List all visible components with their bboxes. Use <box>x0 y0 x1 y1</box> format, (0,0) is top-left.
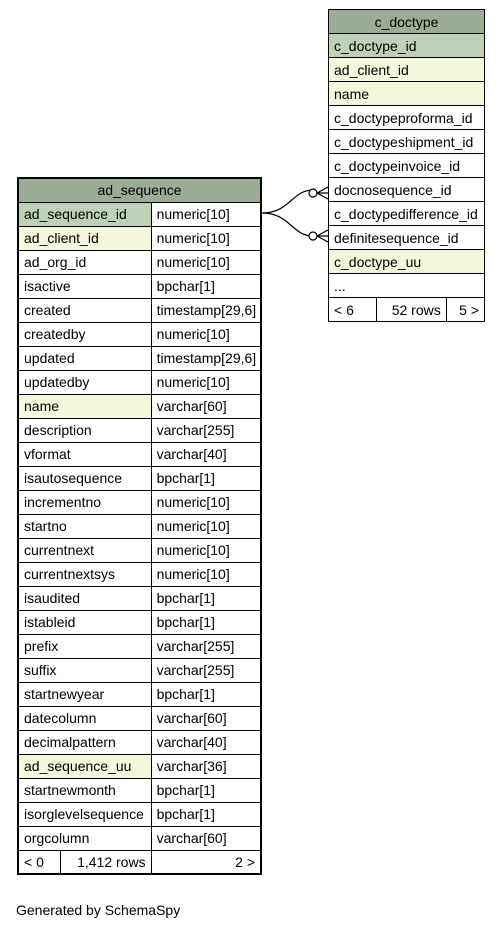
table-row[interactable] <box>18 346 261 370</box>
table-row[interactable] <box>18 634 261 658</box>
parents-count[interactable]: < 6 <box>329 298 377 322</box>
column-created[interactable]: created <box>18 298 151 322</box>
table-row[interactable] <box>18 274 261 298</box>
table-row[interactable] <box>18 658 261 682</box>
column-definitesequence-id[interactable]: definitesequence_id <box>329 226 485 250</box>
column-isaudited[interactable]: isaudited <box>18 586 151 610</box>
column-type-datecolumn[interactable]: varchar[60] <box>151 706 261 730</box>
column-type-currentnextsys[interactable]: numeric[10] <box>151 562 261 586</box>
c-doctype-title-row <box>329 10 485 34</box>
column-c-doctype-id[interactable]: c_doctype_id <box>329 34 485 58</box>
parents-count[interactable]: < 0 <box>18 850 60 874</box>
column-name[interactable]: name <box>329 82 485 106</box>
table-row[interactable] <box>18 322 261 346</box>
column-ad-client-id[interactable]: ad_client_id <box>329 58 485 82</box>
column-ad-sequence-uu[interactable]: ad_sequence_uu <box>18 754 151 778</box>
table-row[interactable] <box>18 490 261 514</box>
column-type-vformat[interactable]: varchar[40] <box>151 442 261 466</box>
ad-sequence-title[interactable]: ad_sequence <box>18 178 261 202</box>
relation-docnosequence-circle <box>309 189 317 197</box>
table-row[interactable] <box>18 442 261 466</box>
column-datecolumn[interactable]: datecolumn <box>18 706 151 730</box>
column-c-doctypeproforma-id[interactable]: c_doctypeproforma_id <box>329 106 485 130</box>
table-row[interactable] <box>18 538 261 562</box>
column-description[interactable]: description <box>18 418 151 442</box>
column-type-ad-sequence-id[interactable]: numeric[10] <box>151 202 261 226</box>
crowfoot-docnosequence-icon <box>317 187 328 199</box>
relation-definitesequence-line <box>262 213 313 236</box>
column-vformat[interactable]: vformat <box>18 442 151 466</box>
table-row[interactable] <box>18 610 261 634</box>
table-row[interactable] <box>18 514 261 538</box>
column-type-isorglevelsequence[interactable]: bpchar[1] <box>151 802 261 826</box>
column-type-ad-client-id[interactable]: numeric[10] <box>151 226 261 250</box>
children-count[interactable]: 5 > <box>446 298 484 322</box>
table-row[interactable] <box>329 154 485 178</box>
table-row[interactable] <box>329 106 485 130</box>
table-row[interactable] <box>18 418 261 442</box>
table-row[interactable] <box>18 250 261 274</box>
table-row[interactable] <box>18 826 261 850</box>
table-row[interactable] <box>18 706 261 730</box>
column-isautosequence[interactable]: isautosequence <box>18 466 151 490</box>
table-row[interactable] <box>18 202 261 226</box>
row-count[interactable]: 1,412 rows <box>60 850 151 874</box>
column-type-ad-org-id[interactable]: numeric[10] <box>151 250 261 274</box>
column-type-isaudited[interactable]: bpchar[1] <box>151 586 261 610</box>
column-updated[interactable]: updated <box>18 346 151 370</box>
column-isorglevelsequence[interactable]: isorglevelsequence <box>18 802 151 826</box>
column-type-startnewmonth[interactable]: bpchar[1] <box>151 778 261 802</box>
column-ad-org-id[interactable]: ad_org_id <box>18 250 151 274</box>
table-row[interactable] <box>329 58 485 82</box>
column-c-doctypedifference-id[interactable]: c_doctypedifference_id <box>329 202 485 226</box>
table-row[interactable] <box>18 802 261 826</box>
column-type-decimalpattern[interactable]: varchar[40] <box>151 730 261 754</box>
c-doctype-title[interactable]: c_doctype <box>329 10 485 34</box>
column-suffix[interactable]: suffix <box>18 658 151 682</box>
table-row[interactable] <box>18 298 261 322</box>
column-type-createdby[interactable]: numeric[10] <box>151 322 261 346</box>
table-row[interactable] <box>329 82 485 106</box>
relation-docnosequence-line <box>262 190 313 213</box>
column-type-created[interactable]: timestamp[29,6] <box>151 298 261 322</box>
column-type-description[interactable]: varchar[255] <box>151 418 261 442</box>
column-type-suffix[interactable]: varchar[255] <box>151 658 261 682</box>
column-type-ad-sequence-uu[interactable]: varchar[36] <box>151 754 261 778</box>
column-c-doctype-uu[interactable]: c_doctype_uu <box>329 250 485 274</box>
table-row[interactable] <box>329 178 485 202</box>
column-updatedby[interactable]: updatedby <box>18 370 151 394</box>
column-type-currentnext[interactable]: numeric[10] <box>151 538 261 562</box>
column-c-doctypeshipment-id[interactable]: c_doctypeshipment_id <box>329 130 485 154</box>
column-type-updated[interactable]: timestamp[29,6] <box>151 346 261 370</box>
c-doctype-table[interactable] <box>328 9 485 322</box>
table-row[interactable] <box>18 730 261 754</box>
column-c-doctypeinvoice-id[interactable]: c_doctypeinvoice_id <box>329 154 485 178</box>
column-type-isautosequence[interactable]: bpchar[1] <box>151 466 261 490</box>
table-row[interactable] <box>18 370 261 394</box>
column-incrementno[interactable]: incrementno <box>18 490 151 514</box>
row-count[interactable]: 52 rows <box>377 298 446 322</box>
ad-sequence-title-row <box>18 178 261 202</box>
table-row[interactable] <box>18 682 261 706</box>
column-createdby[interactable]: createdby <box>18 322 151 346</box>
relation-definitesequence-circle <box>309 232 317 240</box>
table-footer-row <box>18 850 261 874</box>
column-startnewyear[interactable]: startnewyear <box>18 682 151 706</box>
crowfoot-definitesequence-icon <box>317 230 328 242</box>
column-orgcolumn[interactable]: orgcolumn <box>18 826 151 850</box>
table-row[interactable] <box>18 562 261 586</box>
column-type-prefix[interactable]: varchar[255] <box>151 634 261 658</box>
column-type-incrementno[interactable]: numeric[10] <box>151 490 261 514</box>
column-type-updatedby[interactable]: numeric[10] <box>151 370 261 394</box>
table-row[interactable] <box>329 34 485 58</box>
table-row[interactable] <box>329 226 485 250</box>
table-row[interactable] <box>18 586 261 610</box>
column-currentnextsys[interactable]: currentnextsys <box>18 562 151 586</box>
column-istableid[interactable]: istableid <box>18 610 151 634</box>
children-count[interactable]: 2 > <box>151 850 261 874</box>
column-startnewmonth[interactable]: startnewmonth <box>18 778 151 802</box>
table-row[interactable] <box>18 394 261 418</box>
column-isactive[interactable]: isactive <box>18 274 151 298</box>
column-type-startno[interactable]: numeric[10] <box>151 514 261 538</box>
ad-sequence-body <box>18 178 261 874</box>
column-docnosequence-id[interactable]: docnosequence_id <box>329 178 485 202</box>
column-prefix[interactable]: prefix <box>18 634 151 658</box>
table-row[interactable] <box>329 250 485 274</box>
table-row[interactable] <box>329 274 485 298</box>
column-name[interactable]: name <box>18 394 151 418</box>
column-type-name[interactable]: varchar[60] <box>151 394 261 418</box>
column-ad-sequence-id[interactable]: ad_sequence_id <box>18 202 151 226</box>
column-type-isactive[interactable]: bpchar[1] <box>151 274 261 298</box>
table-footer-row <box>329 298 485 322</box>
table-row[interactable] <box>18 466 261 490</box>
column-ad-client-id[interactable]: ad_client_id <box>18 226 151 250</box>
table-row[interactable] <box>18 778 261 802</box>
column-startno[interactable]: startno <box>18 514 151 538</box>
table-row[interactable] <box>329 130 485 154</box>
c-doctype-body <box>329 10 485 322</box>
column-type-orgcolumn[interactable]: varchar[60] <box>151 826 261 850</box>
ad-sequence-table[interactable] <box>17 177 262 875</box>
generated-by-footer: Generated by SchemaSpy <box>16 902 181 918</box>
table-row[interactable] <box>18 226 261 250</box>
column-type-startnewyear[interactable]: bpchar[1] <box>151 682 261 706</box>
column-more[interactable]: ... <box>329 274 485 298</box>
column-type-istableid[interactable]: bpchar[1] <box>151 610 261 634</box>
column-currentnext[interactable]: currentnext <box>18 538 151 562</box>
column-decimalpattern[interactable]: decimalpattern <box>18 730 151 754</box>
table-row[interactable] <box>329 202 485 226</box>
table-row[interactable] <box>18 754 261 778</box>
